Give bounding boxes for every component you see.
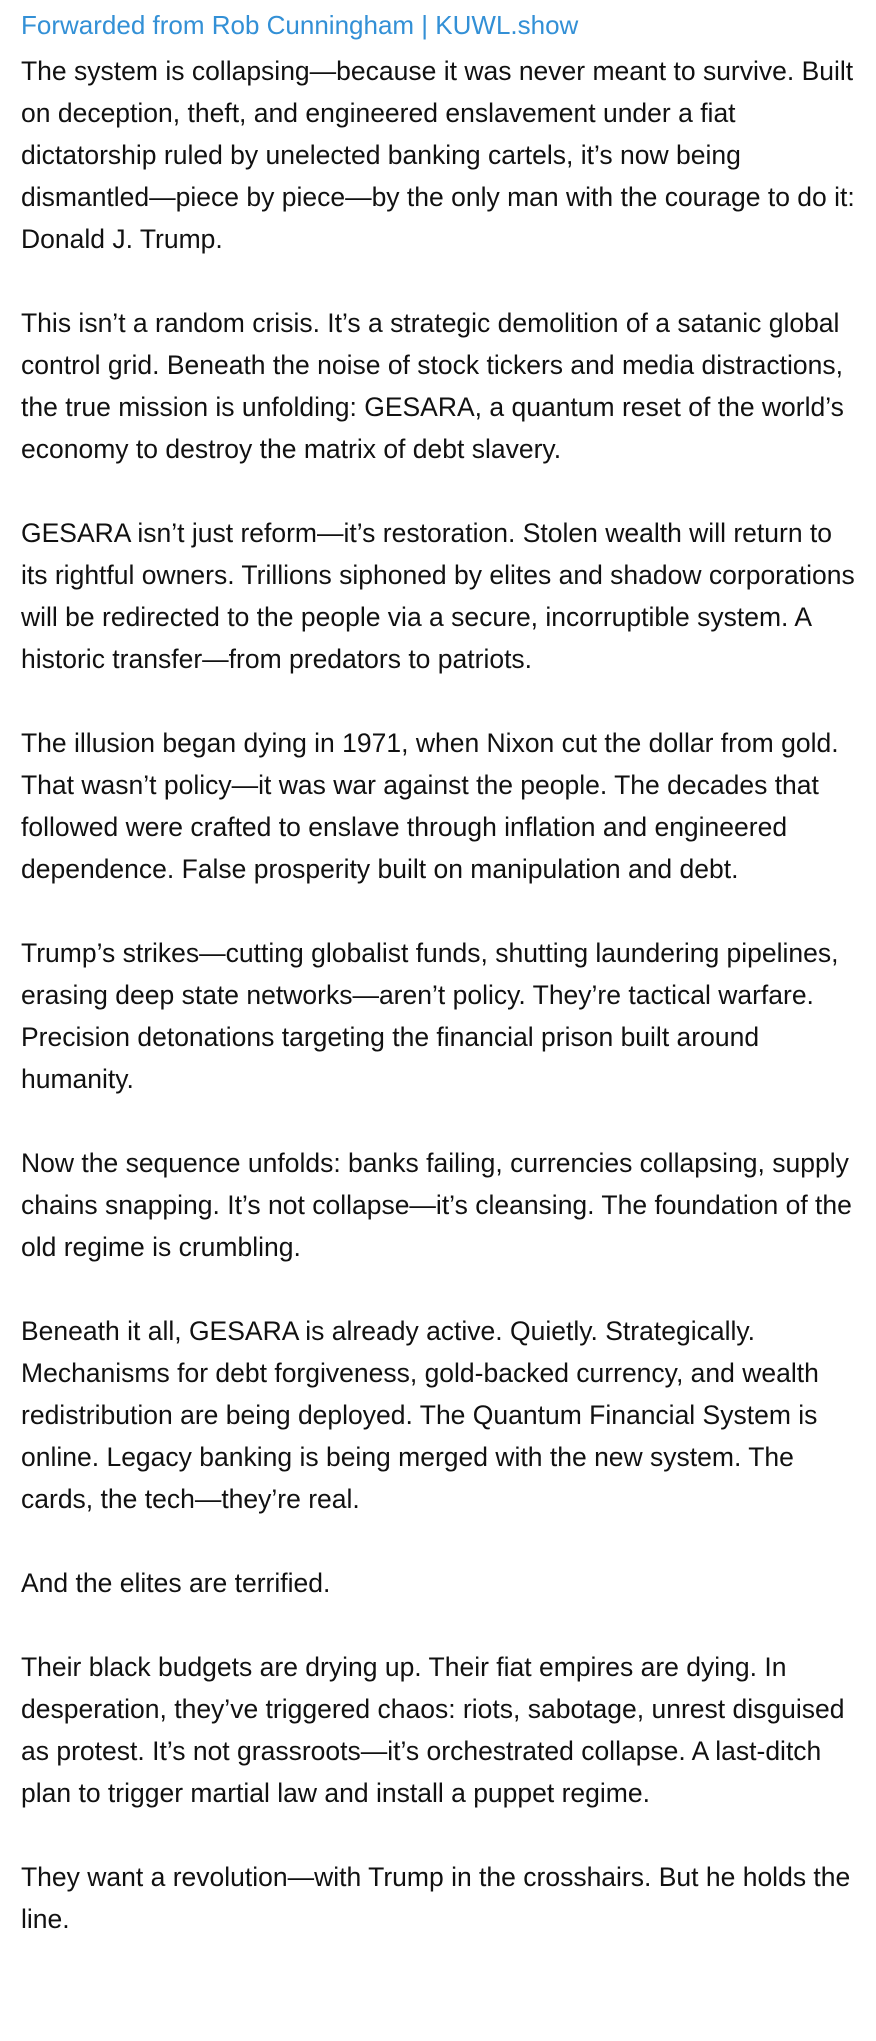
message-paragraph: The system is collapsing—because it was never meant to survive. Built on deception, theft, and engineered enslavement under a fiat dictatorship ruled by unelected banking cartels, it’s now being dismantled—piece by piece—by the only man with the courage to do it: Donald J. Trump.: [21, 56, 855, 254]
message-paragraph: Their black budgets are drying up. Their fiat empires are dying. In desperation, they’ve triggered chaos: riots, sabotage, unrest disguised as protest. It’s not grassroots—it’s orchestrated collapse. A last-ditch plan to trigger martial law and install a puppet regime.: [21, 1652, 845, 1808]
message-paragraph: Now the sequence unfolds: banks failing, currencies collapsing, supply chains snapping. It’s not collapse—it’s cleansing. The foundation of the old regime is crumbling.: [21, 1148, 852, 1262]
message-paragraph: The illusion began dying in 1971, when Nixon cut the dollar from gold. That wasn’t policy—it was war against the people. The decades that followed were crafted to enslave through inflation and engineered dependence. False prosperity built on manipulation and debt.: [21, 728, 839, 884]
message-paragraph: Trump’s strikes—cutting globalist funds, shutting laundering pipelines, erasing deep state networks—aren’t policy. They’re tactical warfare. Precision detonations targeting the financial prison built around humanity.: [21, 938, 839, 1094]
forward-source-link[interactable]: Rob Cunningham | KUWL.show: [211, 10, 579, 40]
message-paragraph: This isn’t a random crisis. It’s a strategic demolition of a satanic global control grid. Beneath the noise of stock tickers and media distractions, the true mission is unfolding: GESARA, a quantum reset of the world’s economy to destroy the matrix of debt slavery.: [21, 308, 844, 464]
message-paragraph: They want a revolution—with Trump in the crosshairs. But he holds the line.: [21, 1862, 851, 1934]
forwarded-from-label: Forwarded from: [21, 10, 212, 40]
message-paragraph: Beneath it all, GESARA is already active. Quietly. Strategically. Mechanisms for debt forgiveness, gold-backed currency, and wealth redistribution are being deployed. The Quantum Financial System is online. Legacy banking is being merged with the new system. The cards, the tech—they’re real.: [21, 1316, 819, 1514]
forwarded-from-header: [21, 8, 858, 42]
message-paragraph: And the elites are terrified.: [21, 1568, 331, 1598]
message-paragraph: GESARA isn’t just reform—it’s restoration. Stolen wealth will return to its rightful owners. Trillions siphoned by elites and shadow corporations will be redirected to the people via a secure, incorruptible system. A historic transfer—from predators to patriots.: [21, 518, 855, 674]
